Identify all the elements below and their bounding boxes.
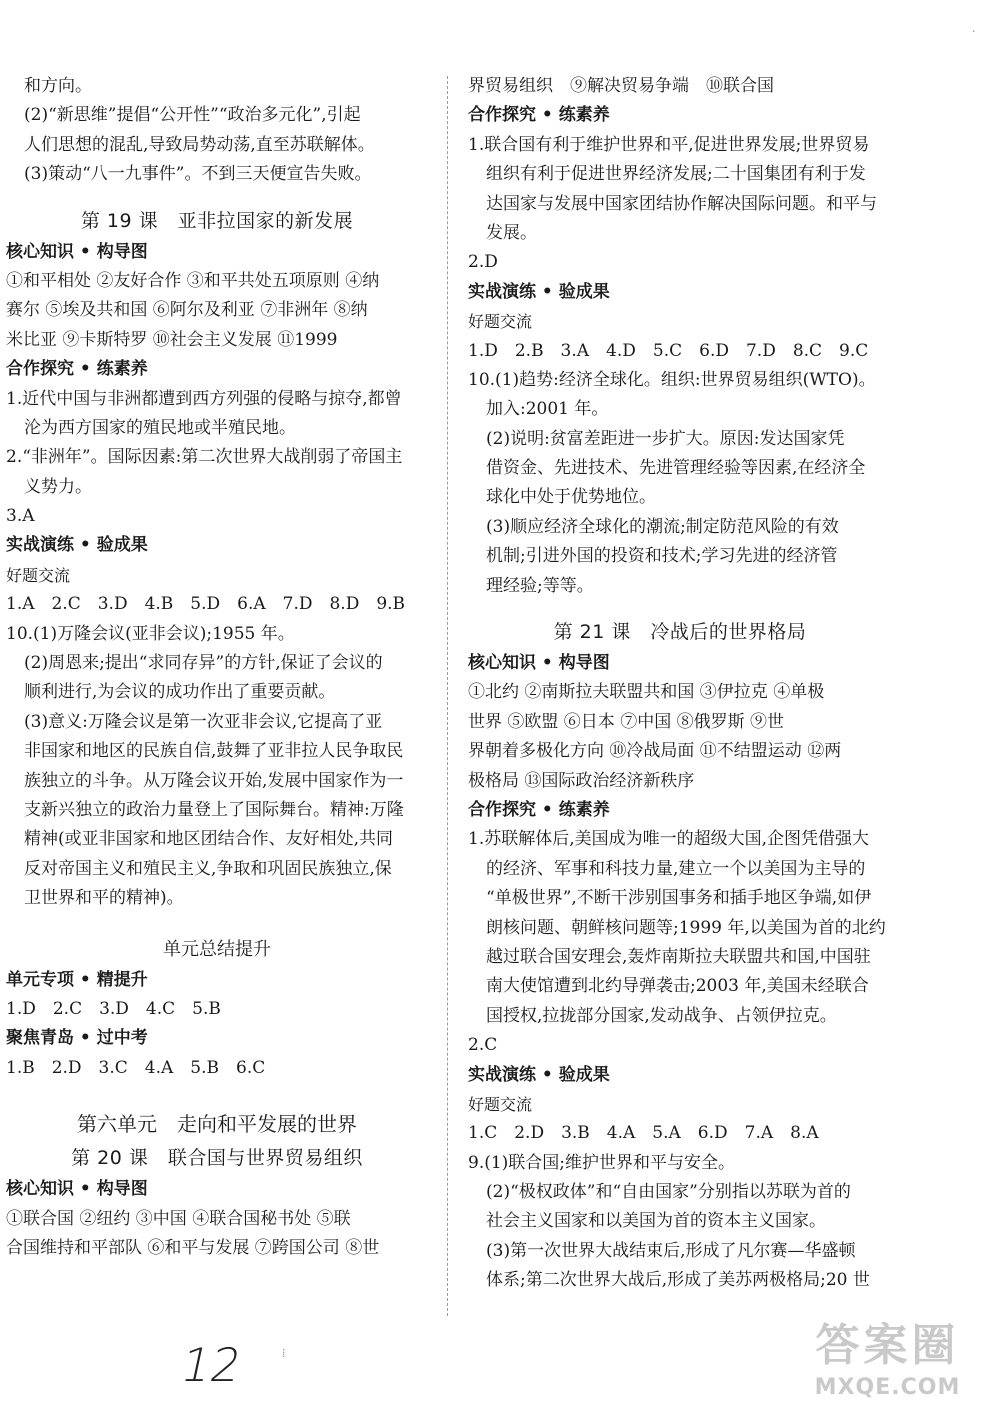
text-line: 3.A bbox=[6, 506, 35, 527]
section-heading: 核心知识 • 构导图 bbox=[6, 241, 148, 262]
text-line: 南大使馆遭到北约导弹袭击;2003 年,美国未经联合 bbox=[486, 976, 869, 997]
text-line: (3)第一次世界大战结束后,形成了凡尔赛—华盛顿 bbox=[486, 1240, 856, 1261]
text-line: 沦为西方国家的殖民地或半殖民地。 bbox=[24, 417, 296, 438]
text-line: 达国家与发展中国家团结协作解决国际问题。和平与 bbox=[486, 193, 877, 214]
text-line: 2.D bbox=[468, 252, 498, 273]
text-line: 1.近代中国与非洲都遭到西方列强的侵略与掠夺,都曾 bbox=[6, 388, 402, 409]
lesson-19-title: 第 19 课 亚非拉国家的新发展 bbox=[80, 209, 354, 232]
section-heading: 实战演练 • 验成果 bbox=[468, 1064, 610, 1085]
text-line: 族独立的斗争。从万隆会议开始,发展中国家作为一 bbox=[24, 770, 404, 791]
answer-line: 1.D 2.C 3.D 4.C 5.B bbox=[6, 998, 221, 1019]
section-heading: 实战演练 • 验成果 bbox=[468, 281, 610, 302]
unit-6-title: 第六单元 走向和平发展的世界 bbox=[77, 1112, 357, 1137]
subsection-heading: 好题交流 bbox=[6, 565, 71, 585]
watermark-url: MXQE.COM bbox=[814, 1375, 961, 1400]
watermark-logo-text: 答案圈 bbox=[815, 1320, 960, 1371]
text-line: “单极世界”,不断干涉别国事务和插手地区争端,如伊 bbox=[486, 888, 872, 909]
text-line: (3)策动“八一九事件”。不到三天便宣告失败。 bbox=[24, 164, 372, 185]
text-line: ①北约 ②南斯拉夫联盟共和国 ③伊拉克 ④单极 bbox=[468, 682, 825, 703]
lesson-20-title: 第 20 课 联合国与世界贸易组织 bbox=[71, 1147, 363, 1170]
text-line: (2)说明:贫富差距进一步扩大。原因:发达国家凭 bbox=[486, 428, 845, 449]
text-line: 9.(1)联合国;维护世界和平与安全。 bbox=[468, 1152, 736, 1173]
left-column bbox=[6, 72, 428, 1263]
section-heading: 合作探究 • 练素养 bbox=[6, 359, 148, 380]
text-line: 顺利进行,为会议的成功作出了重要贡献。 bbox=[24, 682, 336, 703]
text-line: 界贸易组织 ⑨解决贸易争端 ⑩联合国 bbox=[468, 76, 774, 96]
text-line: 机制;引进外国的投资和技术;学习先进的经济管 bbox=[486, 546, 838, 567]
corner-mark: · bbox=[971, 24, 976, 40]
answer-line: 1.B 2.D 3.C 4.A 5.B 6.C bbox=[6, 1057, 266, 1078]
text-line: 2.C bbox=[468, 1035, 498, 1056]
text-line: 世界 ⑤欧盟 ⑥日本 ⑦中国 ⑧俄罗斯 ⑨世 bbox=[468, 711, 785, 732]
text-line: 界朝着多极化方向 ⑩冷战局面 ⑪不结盟运动 ⑫两 bbox=[468, 741, 842, 762]
text-line: (2)周恩来;提出“求同存异”的方针,保证了会议的 bbox=[24, 653, 383, 674]
text-line: 极格局 ⑬国际政治经济新秩序 bbox=[468, 770, 695, 791]
section-heading: 核心知识 • 构导图 bbox=[468, 653, 610, 674]
subsection-heading: 好题交流 bbox=[468, 1094, 533, 1114]
text-line: 合国维持和平部队 ⑥和平与发展 ⑦跨国公司 ⑧世 bbox=[6, 1237, 380, 1258]
text-line: 非国家和地区的民族自信,鼓舞了亚非拉人民争取民 bbox=[24, 741, 404, 762]
text-line: 借资金、先进技术、先进管理经验等因素,在经济全 bbox=[486, 458, 866, 479]
text-line: 2.“非洲年”。国际因素:第二次世界大战削弱了帝国主 bbox=[6, 447, 403, 468]
text-line: 球化中处于优势地位。 bbox=[486, 487, 656, 508]
section-heading: 单元专项 • 精提升 bbox=[6, 969, 148, 990]
site-watermark bbox=[780, 1318, 995, 1410]
text-line: 义势力。 bbox=[24, 476, 92, 497]
right-column bbox=[468, 72, 892, 1296]
column-divider bbox=[447, 76, 448, 1316]
section-heading: 实战演练 • 验成果 bbox=[6, 535, 148, 556]
text-line: 发展。 bbox=[486, 222, 537, 243]
unit-summary-title: 单元总结提升 bbox=[163, 938, 271, 960]
text-line: (3)意义:万隆会议是第一次亚非会议,它提高了亚 bbox=[24, 711, 383, 732]
text-line: 1.苏联解体后,美国成为唯一的超级大国,企图凭借强大 bbox=[468, 829, 870, 850]
text-line: 精神(或亚非国家和地区团结合作、友好相处,共同 bbox=[24, 829, 394, 850]
answer-line: 1.D 2.B 3.A 4.D 5.C 6.D 7.D 8.C 9.C bbox=[468, 340, 869, 361]
text-line: 1.联合国有利于维护世界和平,促进世界发展;世界贸易 bbox=[468, 134, 870, 155]
section-heading: 聚焦青岛 • 过中考 bbox=[6, 1028, 148, 1049]
text-line: 理经验;等等。 bbox=[486, 575, 594, 596]
text-line: 国授权,拉拢部分国家,发动战争、占领伊拉克。 bbox=[486, 1005, 837, 1026]
text-line: 体系;第二次世界大战后,形成了美苏两极格局;20 世 bbox=[486, 1270, 870, 1291]
subsection-heading: 好题交流 bbox=[468, 312, 533, 332]
text-line: 10.(1)万隆会议(亚非会议);1955 年。 bbox=[6, 623, 295, 644]
text-line: 朗核问题、朝鲜核问题等;1999 年,以美国为首的北约 bbox=[486, 917, 886, 938]
text-line: (2)“极权政体”和“自由国家”分别指以苏联为首的 bbox=[486, 1182, 851, 1203]
text-line: ①联合国 ②纽约 ③中国 ④联合国秘书处 ⑤联 bbox=[6, 1208, 351, 1229]
text-line: 和方向。 bbox=[24, 76, 92, 96]
handwritten-page-number: 12 bbox=[176, 1338, 247, 1392]
text-line: 10.(1)趋势:经济全球化。组织:世界贸易组织(WTO)。 bbox=[468, 369, 876, 390]
answer-line: 1.C 2.D 3.B 4.A 5.A 6.D 7.A 8.A bbox=[468, 1123, 819, 1144]
text-line: 的经济、军事和科技力量,建立一个以美国为主导的 bbox=[486, 858, 866, 879]
text-line: (3)顺应经济全球化的潮流;制定防范风险的有效 bbox=[486, 516, 839, 537]
text-line: 越过联合国安理会,轰炸南斯拉夫联盟共和国,中国驻 bbox=[486, 946, 871, 967]
text-line: 社会主义国家和以美国为首的资本主义国家。 bbox=[486, 1211, 826, 1232]
text-line: 人们思想的混乱,导致局势动荡,直至苏联解体。 bbox=[24, 134, 375, 155]
text-line: ①和平相处 ②友好合作 ③和平共处五项原则 ④纳 bbox=[6, 270, 380, 291]
text-line: 加入:2001 年。 bbox=[486, 399, 609, 420]
text-line: 组织有利于促进世界经济发展;二十国集团有利于发 bbox=[486, 164, 866, 185]
text-line: 反对帝国主义和殖民主义,争取和巩固民族独立,保 bbox=[24, 858, 392, 879]
lesson-21-title: 第 21 课 冷战后的世界格局 bbox=[553, 621, 807, 644]
section-heading: 合作探究 • 练素养 bbox=[468, 105, 610, 126]
answer-line: 1.A 2.C 3.D 4.B 5.D 6.A 7.D 8.D 9.B bbox=[6, 594, 406, 615]
section-heading: 核心知识 • 构导图 bbox=[6, 1179, 148, 1200]
scan-marks: ⁞ bbox=[282, 1346, 286, 1360]
text-line: 米比亚 ⑨卡斯特罗 ⑩社会主义发展 ⑪1999 bbox=[6, 329, 338, 350]
text-line: 赛尔 ⑤埃及共和国 ⑥阿尔及利亚 ⑦非洲年 ⑧纳 bbox=[6, 300, 368, 321]
text-line: 支新兴独立的政治力量登上了国际舞台。精神:万隆 bbox=[24, 799, 404, 820]
section-heading: 合作探究 • 练素养 bbox=[468, 799, 610, 820]
text-line: 卫世界和平的精神)。 bbox=[24, 888, 184, 909]
text-line: (2)“新思维”提倡“公开性”“政治多元化”,引起 bbox=[24, 105, 361, 126]
